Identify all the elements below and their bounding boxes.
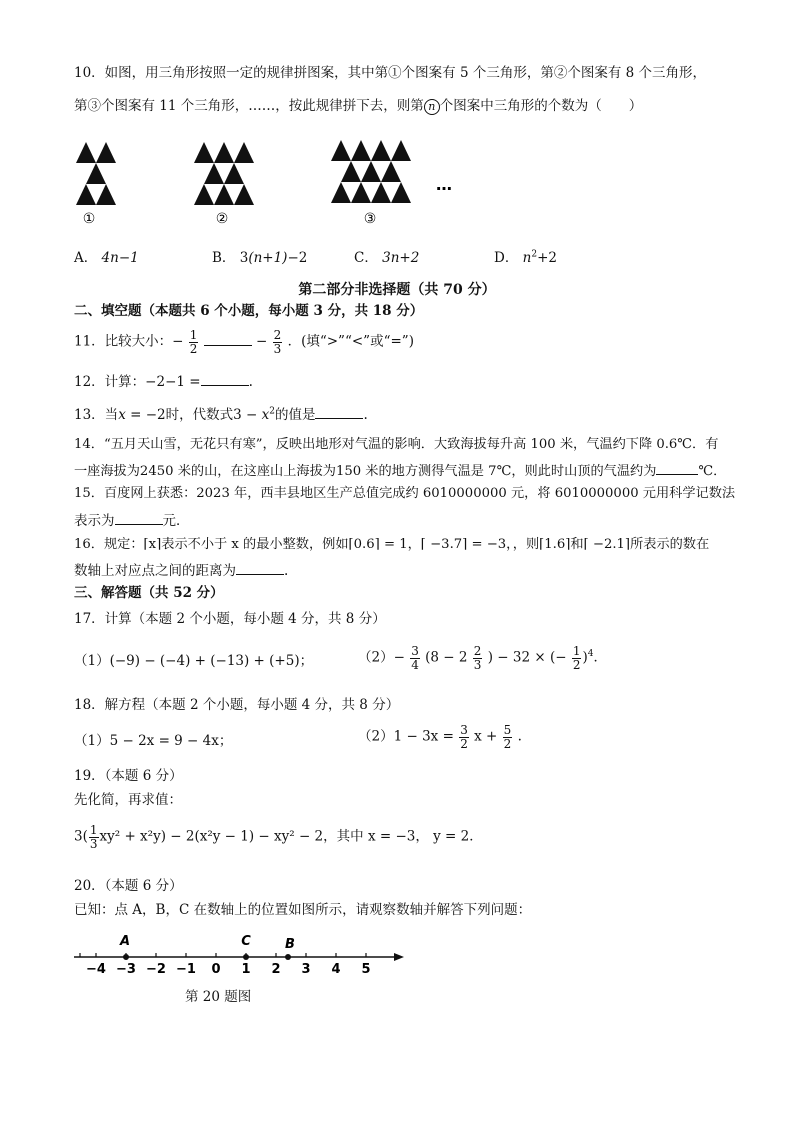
- triangle-icon: [234, 184, 254, 205]
- q13-x: x: [118, 407, 126, 423]
- q18-frac2-num: 5: [503, 723, 512, 737]
- q12: [74, 373, 253, 390]
- option-a-expr: 4n−1: [101, 250, 139, 266]
- q11-frac1-den: 2: [189, 341, 198, 356]
- triangle-icon: [371, 140, 391, 161]
- tick-label: 2: [271, 962, 281, 977]
- point-c-dot: [243, 954, 249, 960]
- option-c[interactable]: [354, 246, 419, 266]
- q18-frac1-num: 3: [460, 723, 468, 737]
- q18-part1: （1）5 − 2x = 9 − 4x；: [74, 733, 233, 749]
- q18-p2-end: .: [517, 728, 522, 745]
- q10-line2a: 第③个图案有 11 个三角形，……，按此规律拼下去，则第: [74, 98, 424, 114]
- q11-frac-2: [273, 329, 283, 355]
- q15-line2-pre: 表示为: [74, 513, 115, 529]
- q19-frac: [89, 824, 99, 850]
- section-two-heading: 二、填空题（本题共 6 个小题，每小题 3 分，共 18 分）: [74, 303, 424, 319]
- q18-heading: 18．解方程（本题 2 个小题，每小题 4 分，共 8 分）: [74, 697, 400, 713]
- q18-part2: [358, 724, 522, 750]
- pattern-2: [194, 142, 254, 205]
- point-b-label: B: [285, 937, 295, 952]
- triangle-icon: [96, 184, 116, 205]
- triangle-icon: [86, 163, 106, 184]
- arrow-right-icon: [394, 953, 404, 961]
- q11-frac-1: [189, 329, 199, 355]
- point-a-label: A: [119, 934, 131, 949]
- point-a-dot: [123, 954, 129, 960]
- q19-expression: [74, 824, 483, 850]
- option-a-letter: A．: [74, 250, 98, 266]
- tick-label: −2: [146, 962, 166, 977]
- q14-line2-end: ℃．: [698, 464, 727, 479]
- q13-answer-blank[interactable]: [315, 406, 363, 419]
- q17-p2-close: ): [582, 649, 588, 666]
- q18-frac-2: [503, 724, 513, 750]
- triangle-icon: [331, 182, 351, 203]
- pattern-label-3: ③: [363, 211, 377, 227]
- q18-frac-1: [459, 724, 469, 750]
- triangle-pattern-figure: [70, 135, 450, 230]
- q17-p2-end: ．: [593, 649, 607, 666]
- q11-post: ．(填“>”“<”或“=”): [287, 333, 414, 350]
- q17-p2-mid: (8 − 2: [425, 649, 468, 666]
- q13: [74, 406, 368, 423]
- q19-expr-a: 3(: [74, 828, 88, 845]
- q20-figure-caption: 第 20 题图: [185, 989, 252, 1005]
- triangle-icon: [361, 161, 381, 182]
- q19-frac-num: 1: [89, 823, 98, 837]
- q17-part1: （1）(−9) − (−4) + (−13) + (+5)；: [74, 653, 314, 669]
- triangle-icon: [391, 140, 411, 161]
- q17-part2: [358, 645, 607, 671]
- q17-p2-sup: 4: [587, 649, 594, 660]
- triangle-icon: [194, 184, 214, 205]
- q17-p2-mid2: ) − 32 × (−: [487, 649, 567, 666]
- triangle-icon: [76, 142, 96, 163]
- q16-answer-blank[interactable]: [236, 562, 284, 575]
- tick-label: 3: [301, 962, 311, 977]
- q17-frac1-den: 4: [411, 657, 419, 672]
- q11-mid: −: [256, 333, 268, 350]
- circled-n: n: [424, 99, 440, 115]
- option-a[interactable]: [74, 246, 139, 266]
- q13-end: .: [363, 407, 368, 423]
- q18-frac1-den: 2: [460, 736, 468, 751]
- option-d-letter: D．: [494, 250, 519, 266]
- q11: [74, 329, 414, 355]
- q15-line2-post: 元．: [162, 513, 190, 529]
- q19-intro: 先化简，再求值：: [74, 792, 182, 808]
- q10-line2b: 个图案中三角形的个数为（ ）: [439, 98, 643, 114]
- q10-line1: 10．如图，用三角形按照一定的规律拼图案，其中第①个图案有 5 个三角形，第②个图案有 8 个三角形，: [74, 65, 707, 81]
- triangle-icon: [371, 182, 391, 203]
- q19-frac-den: 3: [89, 836, 98, 851]
- q12-pre: 12．计算：−2−1 =: [74, 374, 201, 390]
- pattern-label-2: ②: [215, 211, 229, 227]
- option-b-coef: 3: [239, 250, 249, 266]
- part-two-title: 第二部分非选择题（共 70 分）: [298, 282, 496, 298]
- triangle-icon: [351, 140, 371, 161]
- tick-label: 0: [211, 962, 221, 977]
- triangle-icon: [234, 142, 254, 163]
- triangle-icon: [351, 182, 371, 203]
- q15-line1: 15．百度网上获悉：2023 年，西丰县地区生产总值完成约 6010000000 元，将 6010000000 元用科学记数法: [74, 486, 736, 501]
- triangle-icon: [381, 161, 401, 182]
- q14-answer-blank[interactable]: [656, 462, 698, 475]
- q17-frac2-num: 2: [473, 644, 482, 658]
- q13-post: 的值是: [274, 407, 316, 423]
- triangle-icon: [224, 163, 244, 184]
- triangle-icon: [204, 163, 224, 184]
- option-b-letter: B．: [212, 250, 236, 266]
- tick-label: 1: [241, 962, 251, 977]
- q19-expr-b: xy² + x²y) − 2(x²y − 1) − xy² − 2，其中 x = −3， y = 2．: [99, 828, 483, 845]
- q20-heading: 20．（本题 6 分）: [74, 878, 183, 894]
- tick-label: −1: [176, 962, 196, 977]
- option-b[interactable]: [212, 246, 307, 266]
- point-b-dot: [285, 954, 291, 960]
- q18-frac2-den: 2: [503, 736, 512, 751]
- q11-answer-blank[interactable]: [204, 333, 252, 346]
- q12-answer-blank[interactable]: [201, 373, 249, 386]
- triangle-icon: [341, 161, 361, 182]
- option-b-tail: −2: [287, 250, 308, 266]
- q19-heading: 19．（本题 6 分）: [74, 768, 183, 784]
- triangle-icon: [214, 142, 234, 163]
- q17-frac-3: [572, 645, 582, 671]
- option-d-tail: +2: [537, 250, 557, 266]
- option-d-base: n: [522, 250, 532, 266]
- triangle-icon: [76, 184, 96, 205]
- q18-p2-pre: （2）1 − 3x =: [358, 728, 454, 745]
- triangle-icon: [331, 140, 351, 161]
- q10-line2: [74, 99, 642, 115]
- q16-line2: [74, 562, 288, 579]
- q17-p2-pre: （2）−: [358, 649, 405, 666]
- q17-frac3-num: 1: [572, 644, 581, 658]
- q15-line2: [74, 512, 190, 529]
- triangle-icon: [214, 184, 234, 205]
- q17-frac1-num: 3: [411, 644, 419, 658]
- option-c-letter: C．: [354, 250, 378, 266]
- number-line-figure: [70, 928, 410, 978]
- q14-line1: 14．“五月天山雪，无花只有寒”，反映出地形对气温的影响．大致海拔每升高 100 米，气温约下降 0.6℃．有: [74, 437, 719, 452]
- q17-heading: 17．计算（本题 2 个小题，每小题 4 分，共 8 分）: [74, 611, 386, 627]
- q17-frac3-den: 2: [572, 657, 581, 672]
- q11-frac2-den: 3: [273, 341, 282, 356]
- q13-eq: = −2时，代数式3 −: [125, 407, 262, 423]
- triangle-icon: [194, 142, 214, 163]
- q15-answer-blank[interactable]: [115, 512, 163, 525]
- q12-post: .: [248, 374, 253, 390]
- point-c-label: C: [241, 934, 251, 949]
- q16-line2-post: .: [284, 563, 289, 579]
- option-d[interactable]: [494, 246, 557, 266]
- q16-line1: 16．规定：⌈x⌉表示不小于 x 的最小整数，例如⌈0.6⌉ = 1，⌈ −3.7⌉ = −3，，则⌈1.6⌉和⌈ −2.1⌉所表示的数在: [74, 537, 710, 552]
- q14-line2-text: 一座海拔为2450 米的山，在这座山上海拔为150 米的地方测得气温是 7℃，则此时山顶的气温约为: [74, 464, 657, 479]
- pattern-ellipsis: …: [436, 175, 452, 194]
- q11-frac2-num: 2: [273, 328, 282, 342]
- triangle-icon: [391, 182, 411, 203]
- tick-label: −3: [116, 962, 136, 977]
- q13-pre: 13．当: [74, 407, 119, 423]
- tick-label: 4: [331, 962, 341, 977]
- q14-line2: [74, 462, 726, 478]
- q18-p2-mid: x +: [474, 728, 498, 745]
- q17-frac-2: [473, 645, 483, 671]
- q13-sup: 2: [269, 406, 275, 417]
- q13-x2: x: [261, 407, 270, 423]
- pattern-3: [331, 140, 411, 203]
- option-d-sup: 2: [531, 249, 538, 260]
- q20-intro: 已知：点 A，B，C 在数轴上的位置如图所示，请观察数轴并解答下列问题：: [74, 902, 532, 918]
- pattern-1: [76, 142, 116, 205]
- tick-label: −4: [86, 962, 106, 977]
- option-c-expr: 3n+2: [382, 250, 420, 266]
- section-three-heading: 三、解答题（共 52 分）: [74, 585, 224, 601]
- q17-frac2-den: 3: [473, 657, 482, 672]
- tick-label: 5: [361, 962, 371, 977]
- option-b-paren: (n+1): [248, 250, 288, 266]
- q11-pre: 11．比较大小：−: [74, 333, 184, 350]
- q11-frac1-num: 1: [189, 328, 198, 342]
- q17-frac-1: [410, 645, 420, 671]
- pattern-label-1: ①: [82, 211, 96, 227]
- triangle-icon: [96, 142, 116, 163]
- q16-line2-pre: 数轴上对应点之间的距离为: [74, 563, 236, 579]
